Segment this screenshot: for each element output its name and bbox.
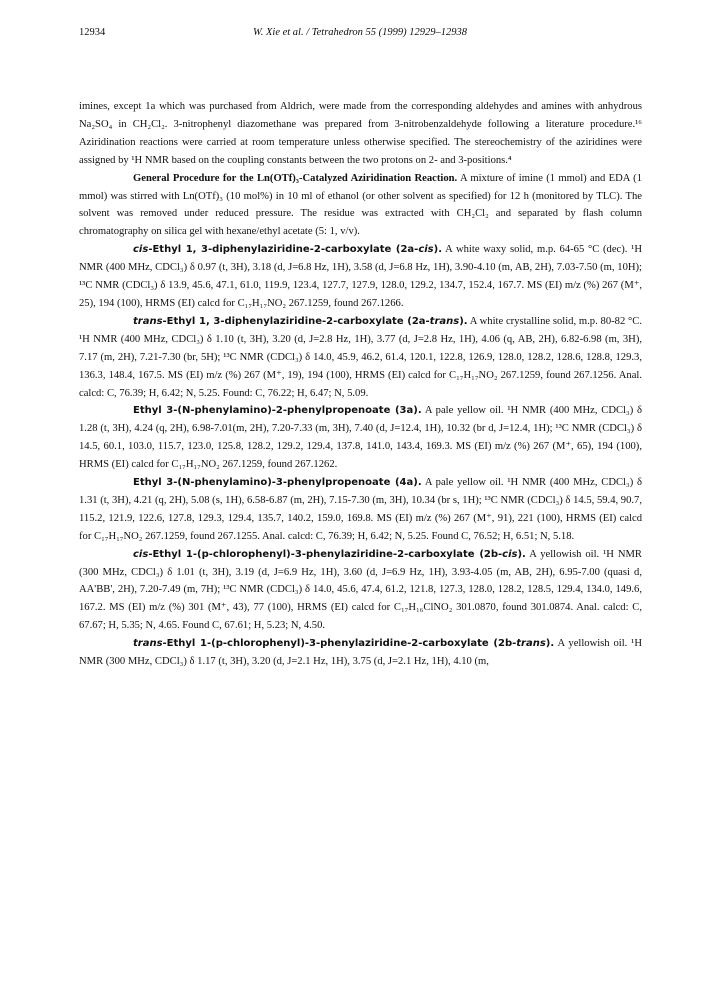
compound-text: A white waxy solid, m.p. 64-65 °C (dec). ¹H NMR (400 MHz, CDCl₃) δ 0.97 (t, 3H), 3.18 (d, J=6.8 Hz, 1H), 3.58 (d, J=6.8 Hz, 1H), 3.90-4.10 (m, AB, 2H), 7.03-7.50 (m, 10H); ¹³C NMR (CDCl₃) δ 13.9, 45.6, 47.1, 61.0, 119.9, 123.4, 127.7, 127.9, 128.0, 129.2, 134.7, 152.4, 167.7. MS (EI) m/z (%) 267 (M⁺, 25), 194 (100), HRMS (EI) calcd for C₁₇H₁₇NO₂ 267.1259, found 267.1266. <box>79 244 643 309</box>
stereo-suffix: cis <box>502 548 518 560</box>
page-header <box>79 27 641 43</box>
compound-heading <box>133 405 422 416</box>
compound-name: -Ethyl 1-(p-chlorophenyl)-3-phenylaziridine-2-carboxylate (2b- <box>148 548 503 560</box>
compound-name: -Ethyl 1, 3-diphenylaziridine-2-carboxylate (2a- <box>148 244 419 256</box>
compound-paragraph <box>79 635 642 671</box>
compound-close: . <box>417 405 422 417</box>
compound-text: A yellowish oil. ¹H NMR (300 MHz, CDCl₃) δ 1.01 (t, 3H), 3.19 (d, J=6.9 Hz, 1H), 3.60 (d, J=6.9 Hz, 1H), 3.93-4.05 (m, AB, 2H), 6.95-7.00 (quasi d, AA'BB', 2H), 7.20-7.49 (m, 7H); ¹³C NMR (CDCl₃) δ 14.0, 45.6, 47.4, 61.2, 121.8, 127.3, 128.0, 128.2, 128.5, 129.4, 134.0, 149.6, 167.2. MS (EI) m/z (%) 301 (M⁺, 43), 77 (100), HRMS (EI) calcd for C₁₇H₁₆ClNO₂ 301.0870, found 301.0874. Anal. calcd: C, 67.67; H, 5.35; N, 4.65. Found C, 67.61; H, 5.23; N, 4.50. <box>79 548 642 632</box>
stereo-prefix: cis <box>133 244 149 256</box>
stereo-suffix: trans <box>516 638 546 650</box>
compound-name: Ethyl 3-(N-phenylamino)-3-phenylpropenoate (4a) <box>133 477 418 489</box>
compound-close: ). <box>545 638 555 650</box>
page-number: 12934 <box>79 27 106 38</box>
compound-close: ). <box>517 548 526 560</box>
compound-text: A yellowish oil. ¹H NMR (300 MHz, CDCl₃) δ 1.17 (t, 3H), 3.20 (d, J=2.1 Hz, 1H), 3.75 (d, J=2.1 Hz, 1H), 4.10 (m, <box>79 638 642 668</box>
compound-text: A pale yellow oil. ¹H NMR (400 MHz, CDCl₃) δ 1.28 (t, 3H), 4.24 (q, 2H), 6.98-7.01(m, 2H), 7.20-7.33 (m, 3H), 7.40 (d, J=12.4, 1H), 10.32 (br d, J=12.4, 1H); ¹³C NMR (CDCl₃) δ 14.5, 60.1, 103.0, 115.7, 123.0, 125.8, 128.2, 129.2, 129.4, 137.8, 141.0, 143.4, 169.3. MS (EI) m/z (%) 267 (M⁺, 65), 194 (100), HRMS (EI) calcd for C₁₇H₁₇NO₂ 267.1259, found 267.1262. <box>79 405 642 471</box>
stereo-suffix: cis <box>418 244 434 256</box>
compound-paragraph <box>79 474 642 546</box>
compound-name: -Ethyl 1, 3-diphenylaziridine-2-carboxylate (2a- <box>162 315 430 327</box>
compound-name: -Ethyl 1-(p-chlorophenyl)-3-phenylaziridine-2-carboxylate (2b- <box>162 638 517 650</box>
stereo-suffix: trans <box>429 315 460 327</box>
stereo-prefix: trans <box>133 315 163 327</box>
compound-close: . <box>417 477 422 489</box>
compound-text: A pale yellow oil. ¹H NMR (400 MHz, CDCl₃) δ 1.31 (t, 3H), 4.21 (q, 2H), 5.08 (s, 1H), 6.58-6.87 (m, 2H), 7.15-7.30 (m, 3H), 10.34 (br s, 1H); ¹³C NMR (CDCl₃) δ 14.5, 59.4, 90.7, 115.2, 121.9, 122.6, 127.8, 129.3, 129.4, 135.7, 140.2, 159.0, 169.8. MS (EI) m/z (%) 267 (M⁺, 91), 221 (100), HRMS (EI) calcd for C₁₇H₁₇NO₂ 267.1259, found 267.1255. Anal. calcd: C, 76.39; H, 6.42; N, 5.25. Found C, 76.52; H, 6.51; N, 5.18. <box>79 477 642 542</box>
general-procedure-heading: General Procedure for the Ln(OTf)₃-Catalyzed Aziridination Reaction. <box>133 172 458 184</box>
stereo-prefix: trans <box>133 638 163 650</box>
compound-paragraph <box>79 313 642 403</box>
article-body <box>79 98 642 671</box>
general-procedure-paragraph <box>79 170 642 242</box>
compound-heading <box>133 316 468 327</box>
compound-heading <box>133 638 554 649</box>
intro-paragraph: imines, except 1a which was purchased from Aldrich, were made from the corresponding aldehydes and amines with anhydrous Na₂SO₄ in CH₂Cl₂. 3-nitrophenyl diazomethane was prepared from 3-nitrobenzaldehyde following a literature procedure.¹⁶ Aziridination reactions were carried at room temperature unless otherwise specified. The stereochemistry of the aziridines were assigned by ¹H NMR based on the coupling constants between the two protons on 2- and 3-positions.⁴ <box>79 101 642 166</box>
compound-paragraph <box>79 402 642 474</box>
compound-close: ). <box>433 244 443 256</box>
compound-heading <box>133 477 422 488</box>
running-head: W. Xie et al. / Tetrahedron 55 (1999) 12929–12938 <box>252 27 468 38</box>
compound-paragraph <box>79 241 642 313</box>
compound-paragraph <box>79 546 642 636</box>
stereo-prefix: cis <box>133 548 149 560</box>
general-procedure-text: A mixture of imine (1 mmol) and EDA (1 mmol) was stirred with Ln(OTf)₃ (10 mol%) in 10 ml of ethanol (or other solvent as specified) for 12 h (monitored by TLC). The solvent was removed under reduced pressure. The residue was extracted with CH₂Cl₂ and separated by flash column chromatography on silica gel with hexane/ethyl acetate (5: 1, v/v). <box>79 172 642 238</box>
compound-close: ). <box>459 315 468 327</box>
compound-name: Ethyl 3-(N-phenylamino)-2-phenylpropenoate (3a) <box>133 405 418 417</box>
compound-text: A white crystalline solid, m.p. 80-82 °C. ¹H NMR (400 MHz, CDCl₃) δ 1.10 (t, 3H), 3.20 (d, J=2.8 Hz, 1H), 3.77 (d, J=2.8 Hz, 1H), 4.06 (q, AB, 2H), 6.82-6.98 (m, 3H), 7.17 (m, 2H), 7.21-7.30 (br, 5H); ¹³C NMR (CDCl₃) δ 14.0, 45.9, 46.2, 61.4, 120.1, 122.8, 126.9, 128.0, 128.2, 128.6, 128.8, 129.3, 136.3, 148.4, 167.5. MS (EI) m/z (%) 267 (M⁺, 19), 194 (100), HRMS (EI) calcd for C₁₇H₁₇NO₂ 267.1259, found 267.1256. Anal. calcd: C, 76.39; H, 6.42; N, 5.25. Found: C, 76.22; H, 6.47; N, 5.09. <box>79 315 642 399</box>
compound-heading <box>133 549 526 560</box>
compound-heading <box>133 244 442 255</box>
